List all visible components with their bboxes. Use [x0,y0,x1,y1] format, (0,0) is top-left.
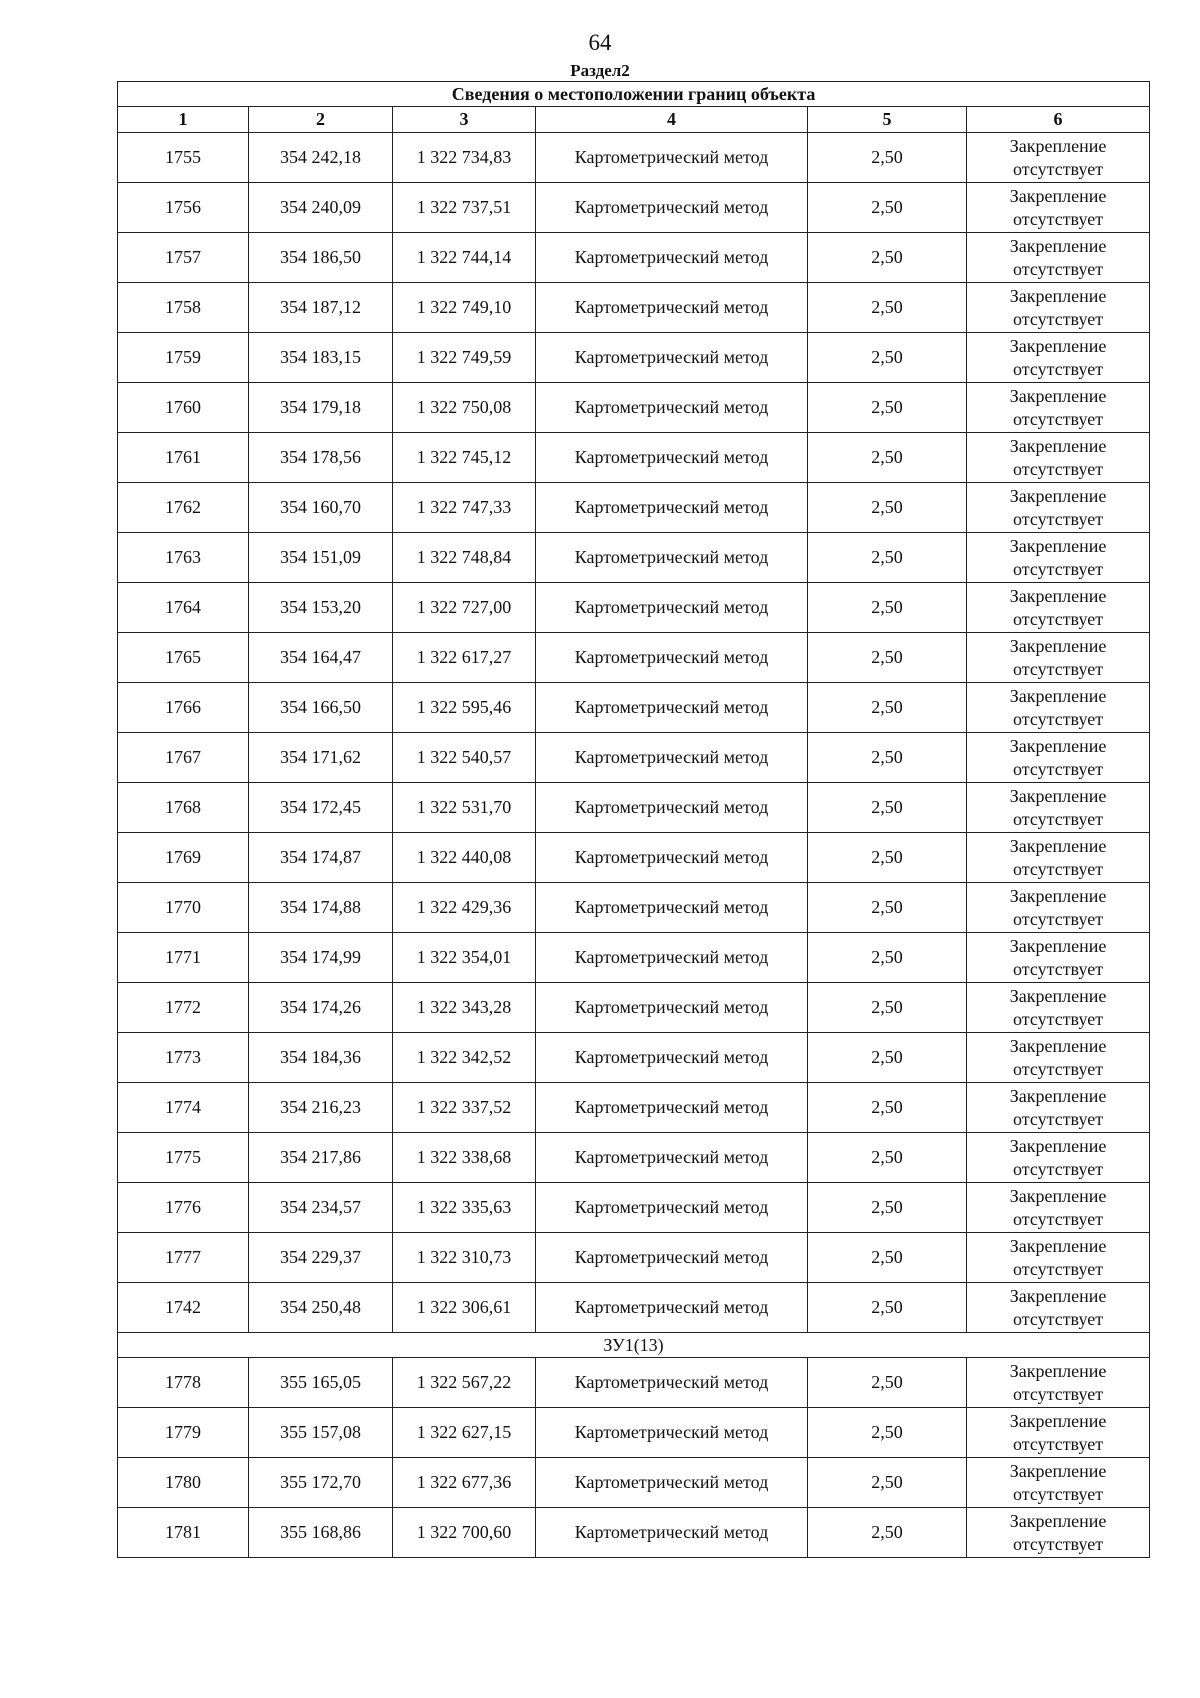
method-cell: Картометрический метод [536,783,808,833]
accuracy-cell: 2,50 [808,1183,967,1233]
method-cell: Картометрический метод [536,333,808,383]
table-row [118,133,1150,183]
point-number-cell: 1742 [118,1283,249,1333]
column-header: 2 [249,107,393,133]
table-row [118,883,1150,933]
table-row [118,1283,1150,1333]
table-row [118,633,1150,683]
coord-y-cell: 1 322 677,36 [393,1458,536,1508]
method-cell: Картометрический метод [536,533,808,583]
coord-x-cell: 354 216,23 [249,1083,393,1133]
accuracy-cell: 2,50 [808,1033,967,1083]
accuracy-cell: 2,50 [808,733,967,783]
method-cell: Картометрический метод [536,1283,808,1333]
coord-y-cell: 1 322 700,60 [393,1508,536,1558]
coord-x-cell: 354 172,45 [249,783,393,833]
table-row [118,333,1150,383]
accuracy-cell: 2,50 [808,1083,967,1133]
coord-x-cell: 354 166,50 [249,683,393,733]
accuracy-cell: 2,50 [808,683,967,733]
point-number-cell: 1765 [118,633,249,683]
method-cell: Картометрический метод [536,483,808,533]
accuracy-cell: 2,50 [808,183,967,233]
method-cell: Картометрический метод [536,1408,808,1458]
table-row [118,1358,1150,1408]
point-number-cell: 1781 [118,1508,249,1558]
fixation-cell: Закрепление отсутствует [967,983,1150,1033]
fixation-cell: Закрепление отсутствует [967,633,1150,683]
table-row [118,1133,1150,1183]
group-label-row [118,1333,1150,1358]
coord-y-cell: 1 322 744,14 [393,233,536,283]
method-cell: Картометрический метод [536,583,808,633]
coord-x-cell: 354 234,57 [249,1183,393,1233]
point-number-cell: 1758 [118,283,249,333]
point-number-cell: 1757 [118,233,249,283]
section-title: Раздел2 [570,61,630,80]
accuracy-cell: 2,50 [808,933,967,983]
table-row [118,233,1150,283]
coord-x-cell: 355 157,08 [249,1408,393,1458]
point-number-cell: 1760 [118,383,249,433]
coord-y-cell: 1 322 531,70 [393,783,536,833]
fixation-cell: Закрепление отсутствует [967,1408,1150,1458]
method-cell: Картометрический метод [536,683,808,733]
accuracy-cell: 2,50 [808,133,967,183]
table-row [118,1233,1150,1283]
point-number-cell: 1755 [118,133,249,183]
fixation-cell: Закрепление отсутствует [967,683,1150,733]
table-row [118,1033,1150,1083]
column-header: 1 [118,107,249,133]
accuracy-cell: 2,50 [808,1358,967,1408]
fixation-cell: Закрепление отсутствует [967,183,1150,233]
coord-x-cell: 354 164,47 [249,633,393,683]
accuracy-cell: 2,50 [808,583,967,633]
coord-y-cell: 1 322 595,46 [393,683,536,733]
accuracy-cell: 2,50 [808,1458,967,1508]
coord-y-cell: 1 322 734,83 [393,133,536,183]
coord-y-cell: 1 322 745,12 [393,433,536,483]
table-row [118,783,1150,833]
accuracy-cell: 2,50 [808,283,967,333]
coord-y-cell: 1 322 747,33 [393,483,536,533]
boundary-table [117,81,1150,1558]
group-label: ЗУ1(13) [118,1333,1150,1358]
coord-x-cell: 354 217,86 [249,1133,393,1183]
table-caption: Сведения о местоположении границ объекта [118,82,1150,107]
coord-y-cell: 1 322 567,22 [393,1358,536,1408]
coord-x-cell: 354 174,26 [249,983,393,1033]
coord-x-cell: 354 151,09 [249,533,393,583]
accuracy-cell: 2,50 [808,833,967,883]
accuracy-cell: 2,50 [808,1508,967,1558]
point-number-cell: 1767 [118,733,249,783]
method-cell: Картометрический метод [536,883,808,933]
accuracy-cell: 2,50 [808,633,967,683]
method-cell: Картометрический метод [536,1508,808,1558]
coord-x-cell: 354 186,50 [249,233,393,283]
table-row [118,283,1150,333]
column-header: 5 [808,107,967,133]
table-row [118,983,1150,1033]
table-row [118,1083,1150,1133]
fixation-cell: Закрепление отсутствует [967,933,1150,983]
method-cell: Картометрический метод [536,1083,808,1133]
accuracy-cell: 2,50 [808,433,967,483]
accuracy-cell: 2,50 [808,383,967,433]
point-number-cell: 1776 [118,1183,249,1233]
point-number-cell: 1762 [118,483,249,533]
table-caption-row [118,82,1150,107]
method-cell: Картометрический метод [536,1183,808,1233]
point-number-cell: 1773 [118,1033,249,1083]
page-number: 64 [588,30,612,55]
coord-x-cell: 354 184,36 [249,1033,393,1083]
fixation-cell: Закрепление отсутствует [967,733,1150,783]
fixation-cell: Закрепление отсутствует [967,533,1150,583]
table-row [118,683,1150,733]
fixation-cell: Закрепление отсутствует [967,883,1150,933]
point-number-cell: 1763 [118,533,249,583]
coord-y-cell: 1 322 335,63 [393,1183,536,1233]
fixation-cell: Закрепление отсутствует [967,1458,1150,1508]
coord-x-cell: 354 187,12 [249,283,393,333]
coord-y-cell: 1 322 338,68 [393,1133,536,1183]
coord-x-cell: 354 153,20 [249,583,393,633]
coord-x-cell: 354 183,15 [249,333,393,383]
method-cell: Картометрический метод [536,1033,808,1083]
fixation-cell: Закрепление отсутствует [967,783,1150,833]
coord-y-cell: 1 322 748,84 [393,533,536,583]
method-cell: Картометрический метод [536,283,808,333]
coord-y-cell: 1 322 429,36 [393,883,536,933]
fixation-cell: Закрепление отсутствует [967,1283,1150,1333]
coord-x-cell: 354 174,88 [249,883,393,933]
accuracy-cell: 2,50 [808,233,967,283]
point-number-cell: 1756 [118,183,249,233]
table-row [118,433,1150,483]
method-cell: Картометрический метод [536,733,808,783]
fixation-cell: Закрепление отсутствует [967,1358,1150,1408]
fixation-cell: Закрепление отсутствует [967,1508,1150,1558]
coord-y-cell: 1 322 627,15 [393,1408,536,1458]
point-number-cell: 1766 [118,683,249,733]
coord-x-cell: 354 174,99 [249,933,393,983]
coord-y-cell: 1 322 749,59 [393,333,536,383]
fixation-cell: Закрепление отсутствует [967,1183,1150,1233]
coord-y-cell: 1 322 337,52 [393,1083,536,1133]
accuracy-cell: 2,50 [808,483,967,533]
method-cell: Картометрический метод [536,1458,808,1508]
fixation-cell: Закрепление отсутствует [967,833,1150,883]
coord-y-cell: 1 322 342,52 [393,1033,536,1083]
point-number-cell: 1761 [118,433,249,483]
coord-y-cell: 1 322 750,08 [393,383,536,433]
table-row [118,583,1150,633]
accuracy-cell: 2,50 [808,1283,967,1333]
accuracy-cell: 2,50 [808,983,967,1033]
table-row [118,933,1150,983]
fixation-cell: Закрепление отсутствует [967,333,1150,383]
accuracy-cell: 2,50 [808,1133,967,1183]
coord-y-cell: 1 322 440,08 [393,833,536,883]
coord-y-cell: 1 322 540,57 [393,733,536,783]
accuracy-cell: 2,50 [808,333,967,383]
column-header: 3 [393,107,536,133]
point-number-cell: 1770 [118,883,249,933]
method-cell: Картометрический метод [536,1133,808,1183]
coord-x-cell: 355 172,70 [249,1458,393,1508]
coord-x-cell: 354 160,70 [249,483,393,533]
point-number-cell: 1768 [118,783,249,833]
coord-y-cell: 1 322 306,61 [393,1283,536,1333]
table-row [118,1408,1150,1458]
method-cell: Картометрический метод [536,183,808,233]
coord-x-cell: 355 165,05 [249,1358,393,1408]
method-cell: Картометрический метод [536,833,808,883]
table-row [118,833,1150,883]
table-row [118,183,1150,233]
table-row [118,733,1150,783]
point-number-cell: 1778 [118,1358,249,1408]
coord-y-cell: 1 322 343,28 [393,983,536,1033]
table-row [118,383,1150,433]
method-cell: Картометрический метод [536,1233,808,1283]
fixation-cell: Закрепление отсутствует [967,1233,1150,1283]
column-header: 6 [967,107,1150,133]
method-cell: Картометрический метод [536,1358,808,1408]
point-number-cell: 1780 [118,1458,249,1508]
table-row [118,1458,1150,1508]
table-row [118,1508,1150,1558]
coord-y-cell: 1 322 354,01 [393,933,536,983]
accuracy-cell: 2,50 [808,783,967,833]
fixation-cell: Закрепление отсутствует [967,283,1150,333]
accuracy-cell: 2,50 [808,883,967,933]
fixation-cell: Закрепление отсутствует [967,483,1150,533]
method-cell: Картометрический метод [536,433,808,483]
column-header-row [118,107,1150,133]
method-cell: Картометрический метод [536,133,808,183]
point-number-cell: 1769 [118,833,249,883]
coord-y-cell: 1 322 727,00 [393,583,536,633]
coord-y-cell: 1 322 737,51 [393,183,536,233]
coord-y-cell: 1 322 749,10 [393,283,536,333]
point-number-cell: 1764 [118,583,249,633]
method-cell: Картометрический метод [536,983,808,1033]
coord-y-cell: 1 322 310,73 [393,1233,536,1283]
column-header: 4 [536,107,808,133]
fixation-cell: Закрепление отсутствует [967,1083,1150,1133]
coord-x-cell: 354 178,56 [249,433,393,483]
coord-x-cell: 354 242,18 [249,133,393,183]
point-number-cell: 1771 [118,933,249,983]
table-row [118,1183,1150,1233]
coord-x-cell: 354 250,48 [249,1283,393,1333]
coord-y-cell: 1 322 617,27 [393,633,536,683]
method-cell: Картометрический метод [536,233,808,283]
method-cell: Картометрический метод [536,933,808,983]
coord-x-cell: 354 229,37 [249,1233,393,1283]
coord-x-cell: 355 168,86 [249,1508,393,1558]
point-number-cell: 1759 [118,333,249,383]
accuracy-cell: 2,50 [808,1233,967,1283]
fixation-cell: Закрепление отсутствует [967,383,1150,433]
accuracy-cell: 2,50 [808,1408,967,1458]
fixation-cell: Закрепление отсутствует [967,233,1150,283]
point-number-cell: 1777 [118,1233,249,1283]
fixation-cell: Закрепление отсутствует [967,133,1150,183]
fixation-cell: Закрепление отсутствует [967,1133,1150,1183]
fixation-cell: Закрепление отсутствует [967,1033,1150,1083]
table-row [118,533,1150,583]
point-number-cell: 1772 [118,983,249,1033]
coord-x-cell: 354 240,09 [249,183,393,233]
method-cell: Картометрический метод [536,383,808,433]
coord-x-cell: 354 174,87 [249,833,393,883]
table-row [118,483,1150,533]
point-number-cell: 1774 [118,1083,249,1133]
coord-x-cell: 354 179,18 [249,383,393,433]
accuracy-cell: 2,50 [808,533,967,583]
method-cell: Картометрический метод [536,633,808,683]
fixation-cell: Закрепление отсутствует [967,583,1150,633]
fixation-cell: Закрепление отсутствует [967,433,1150,483]
table-body [118,133,1150,1558]
coord-x-cell: 354 171,62 [249,733,393,783]
point-number-cell: 1779 [118,1408,249,1458]
point-number-cell: 1775 [118,1133,249,1183]
